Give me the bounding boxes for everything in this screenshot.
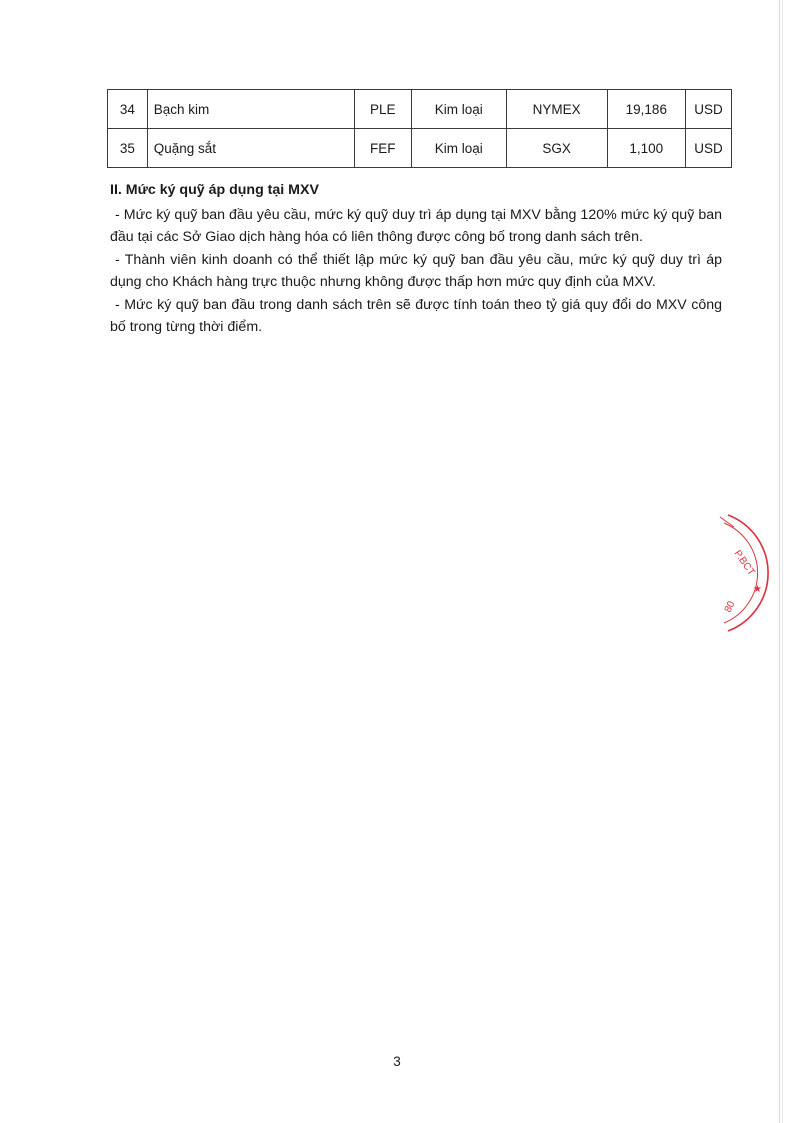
section-heading: II. Mức ký quỹ áp dụng tại MXV [110, 182, 319, 198]
exchange: SGX [506, 129, 607, 168]
official-stamp [690, 505, 780, 645]
exchange: NYMEX [506, 90, 607, 129]
commodity-group: Kim loại [411, 90, 506, 129]
table-row [108, 129, 732, 168]
margin-section [110, 179, 722, 339]
commodity-group: Kim loại [411, 129, 506, 168]
paragraph-exchange-rate: - Mức ký quỹ ban đầu trong danh sách trên sẽ được tính toán theo tỷ giá quy đổi do MXV công bố trong từng thời điểm. [110, 296, 722, 335]
stamp-star-icon: ★ [753, 584, 762, 595]
margin-value: 19,186 [607, 90, 686, 129]
page-edge-line-secondary [782, 0, 783, 1123]
commodity-name: Quặng sắt [147, 129, 354, 168]
commodity-code: PLE [354, 90, 411, 129]
stamp-text: P.BCT [731, 548, 757, 578]
row-number: 34 [108, 90, 148, 129]
currency: USD [686, 129, 732, 168]
row-number: 35 [108, 129, 148, 168]
margin-table [107, 89, 732, 168]
paragraph-initial-margin: - Mức ký quỹ ban đầu yêu cầu, mức ký quỹ duy trì áp dụng tại MXV bằng 120% mức ký quỹ ban đầu tại các Sở Giao dịch hàng hóa có liên thông được công bố trong danh sách trên. [110, 206, 722, 245]
margin-value: 1,100 [607, 129, 686, 168]
commodity-code: FEF [354, 129, 411, 168]
page-number: 3 [393, 1054, 401, 1069]
currency: USD [686, 90, 732, 129]
commodity-name: Bạch kim [147, 90, 354, 129]
paragraph-member-margin: - Thành viên kinh doanh có thể thiết lập mức ký quỹ ban đầu yêu cầu, mức ký quỹ duy trì áp dụng cho Khách hàng trực thuộc nhưng không được thấp hơn mức quy định của MXV. [110, 251, 722, 290]
table-row [108, 90, 732, 129]
stamp-number: 80 [722, 599, 738, 615]
